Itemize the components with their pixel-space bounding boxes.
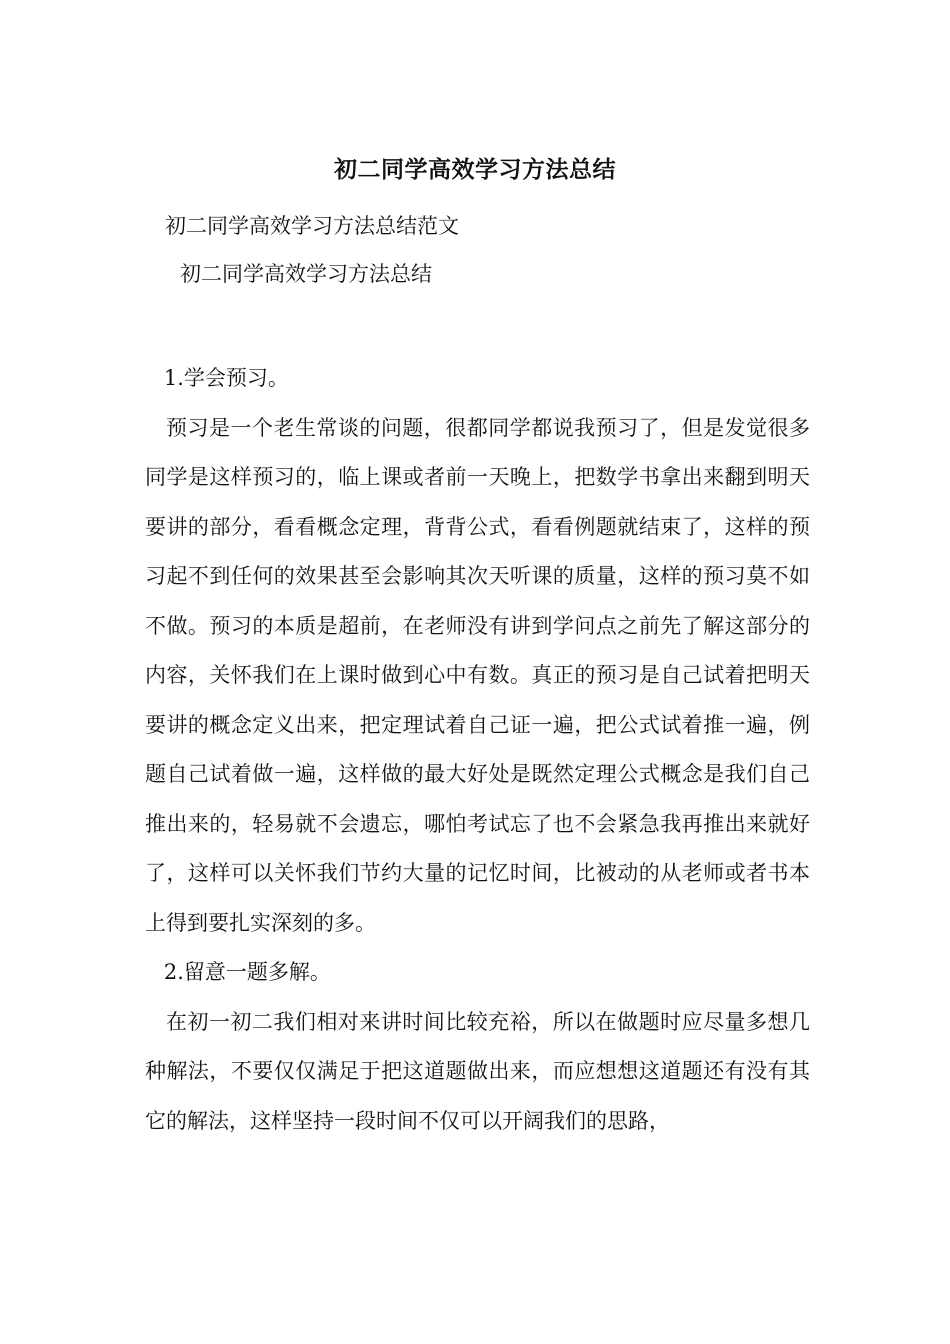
- section-paragraph-1: 预习是一个老生常谈的问题，很都同学都说我预习了，但是发觉很多同学是这样预习的，临上课或者前一天晚上，把数学书拿出来翻到明天要讲的部分，看看概念定理，背背公式，看看例题就结束了，这样的预习起不到任何的效果甚至会影响其次天听课的质量，这样的预习莫不如不做。预习的本质是超前，在老师没有讲到学问点之前先了解这部分的内容，关怀我们在上课时做到心中有数。真正的预习是自己试着把明天要讲的概念定义出来，把定理试着自己证一遍，把公式试着推一遍，例题自己试着做一遍，这样做的最大好处是既然定理公式概念是我们自己推出来的，轻易就不会遗忘，哪怕考试忘了也不会紧急我再推出来就好了，这样可以关怀我们节约大量的记忆时间，比被动的从老师或者书本上得到要扎实深刻的多。: [145, 415, 810, 935]
- section-heading-1: 1.学会预习。: [163, 366, 289, 390]
- section-heading-2: 2.留意一题多解。: [163, 960, 331, 984]
- document-title: 初二同学高效学习方法总结: [334, 156, 616, 183]
- document-subtitle-secondary: 初二同学高效学习方法总结: [180, 262, 432, 286]
- section-paragraph-2: 在初一初二我们相对来讲时间比较充裕，所以在做题时应尽量多想几种解法，不要仅仅满足于把这道题做出来，而应想想这道题还有没有其它的解法，这样坚持一段时间不仅可以开阔我们的思路，: [145, 1009, 810, 1133]
- document-subtitle: 初二同学高效学习方法总结范文: [165, 214, 459, 238]
- document-body: [145, 354, 810, 1146]
